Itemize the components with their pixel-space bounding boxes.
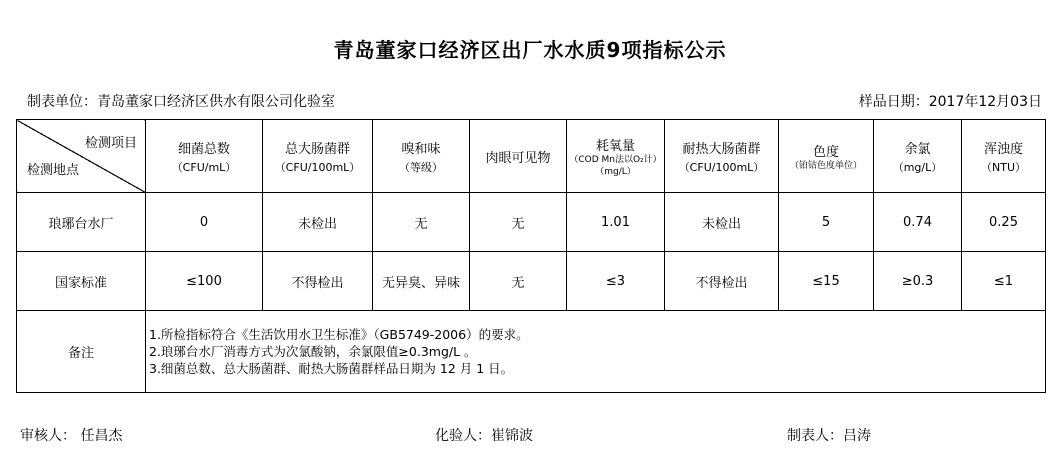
remarks-row [17,311,1046,393]
remark-line: 2.琅琊台水厂消毒方式为次氯酸钠，余氯限值≥0.3mg/L 。 [149,344,477,359]
table-cell: 无异臭、异味 [373,252,470,311]
header-row [17,120,1046,193]
page-title: 青岛董家口经济区出厂水水质9项指标公示 [333,38,727,62]
header-cell: 耐热大肠菌群 （CFU/100mL） [665,120,779,193]
table-cell: 无 [470,193,567,252]
table-cell: 不得检出 [263,252,373,311]
table-cell: 0.25 [962,193,1046,252]
table-cell: ≤3 [567,252,665,311]
header-cell: 余氯 （mg/L） [874,120,962,193]
table-cell: 5 [779,193,874,252]
remarks-content [146,311,1046,393]
sample-date: 样品日期：2017年12月03日 [858,94,1042,110]
water-quality-table [16,119,1046,393]
table-cell: ≤15 [779,252,874,311]
header-cell: 细菌总数 （CFU/mL） [146,120,263,193]
table-cell: 0.74 [874,193,962,252]
table-cell: 未检出 [263,193,373,252]
header-cell: 色度 （铂钴色度单位） [779,120,874,193]
diag-bottom-label: 检测地点 [27,163,80,178]
table-cell: 1.01 [567,193,665,252]
tester-label: 化验人：崔锦波 [435,428,533,444]
table-cell: 无 [470,252,567,311]
table-cell: 未检出 [665,193,779,252]
header-cell: 总大肠菌群 （CFU/100mL） [263,120,373,193]
table-cell: 无 [373,193,470,252]
remarks-label: 备注 [17,311,146,393]
table-cell: 不得检出 [665,252,779,311]
table-cell: ≥0.3 [874,252,962,311]
table-cell: ≤1 [962,252,1046,311]
table-row [17,193,1046,252]
table-row [17,252,1046,311]
unit-label: 制表单位：青岛董家口经济区供水有限公司化验室 [27,94,335,110]
diagonal-header-cell [17,120,146,193]
header-cell: 耗氧量 （COD Mn法以O₂计）（mg/L） [567,120,665,193]
remark-line: 3.细菌总数、总大肠菌群、耐热大肠菌群样品日期为 12 月 1 日。 [149,361,514,376]
preparer-label: 制表人：吕涛 [787,428,871,444]
header-cell: 浑浊度 （NTU） [962,120,1046,193]
table-cell: ≤100 [146,252,263,311]
row-label: 琅琊台水厂 [17,193,146,252]
diag-top-label: 检测项目 [84,136,137,151]
remark-line: 1.所检指标符合《生活饮用水卫生标准》（GB5749-2006）的要求。 [149,327,529,342]
header-cell: 肉眼可见物 [470,120,567,193]
row-label: 国家标准 [17,252,146,311]
table-cell: 0 [146,193,263,252]
reviewer-label: 审核人： 任昌杰 [20,428,123,444]
header-cell: 嗅和味 （等级） [373,120,470,193]
